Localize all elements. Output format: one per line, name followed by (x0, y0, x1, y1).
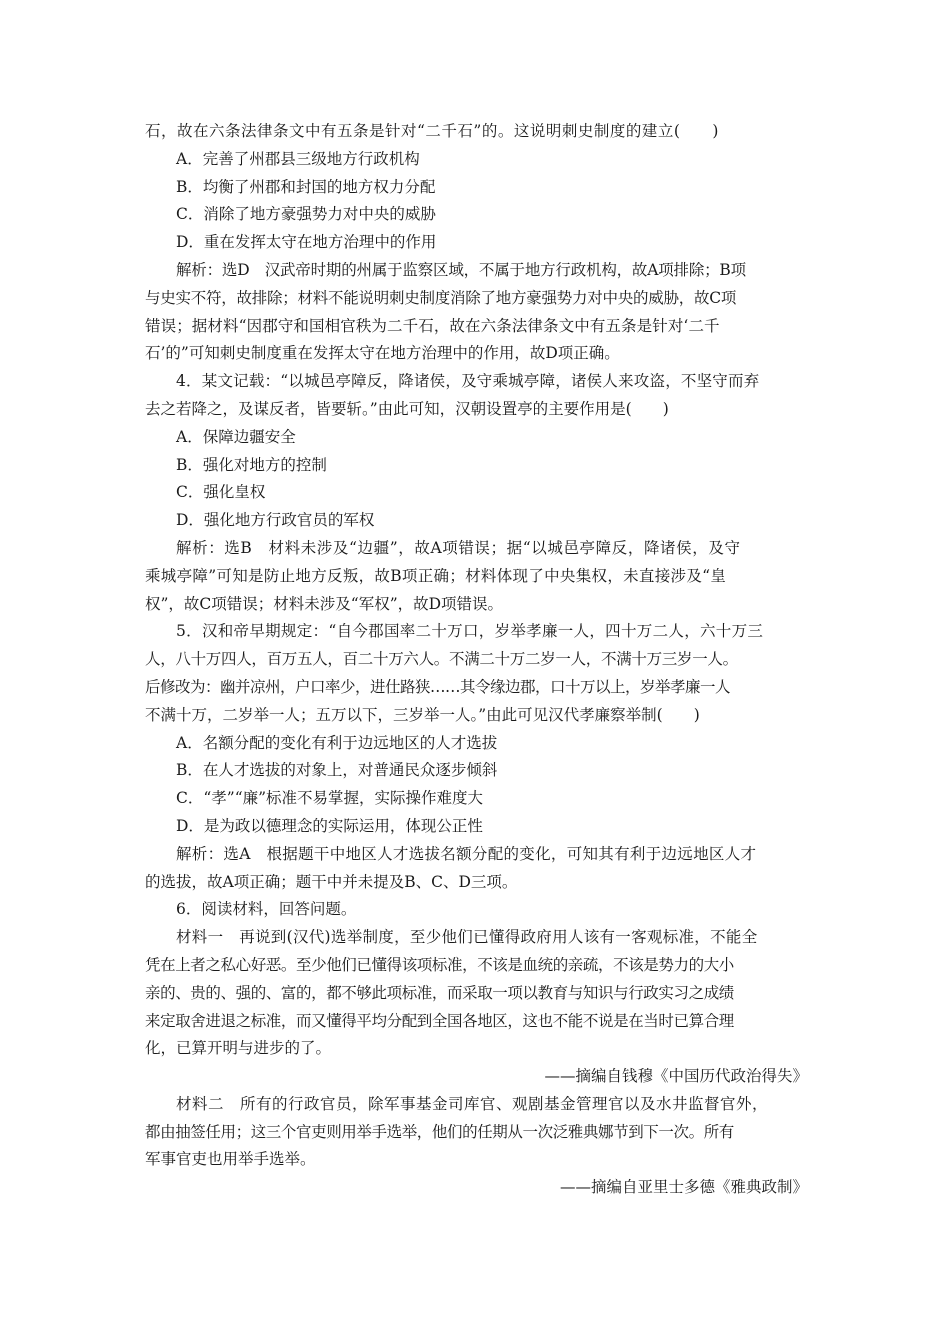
text-line: 6．阅读材料，回答问题。 (176, 900, 357, 919)
text-line: D．是为政以德理念的实际运用，体现公正性 (176, 816, 483, 835)
text-line: D．强化地方行政官员的军权 (176, 511, 375, 530)
text-line: A．完善了州郡县三级地方行政机构 (176, 149, 420, 168)
text-line: C．强化皇权 (176, 483, 266, 502)
text-line: D．重在发挥太守在地方治理中的作用 (176, 233, 437, 252)
text-line: B．均衡了州郡和封国的地方权力分配 (176, 177, 436, 196)
text-line: 错误；据材料“因郡守和国相官秩为二千石，故在六条法律条文中有五条是针对‘二千 (145, 316, 720, 335)
text-line: A．名额分配的变化有利于边远地区的人才选拔 (176, 733, 498, 752)
text-line: 解析：选D 汉武帝时期的州属于监察区域，不属于地方行政机构，故A项排除；B项 (176, 260, 746, 279)
text-line: 材料一 再说到(汉代)选举制度，至少他们已懂得政府用人该有一客观标准，不能全 (176, 928, 758, 947)
document-body (145, 118, 810, 1202)
text-line: ——摘编自钱穆《中国历代政治得失》 (544, 1067, 808, 1086)
text-line: 都由抽签任用；这三个官吏则用举手选举，他们的任期从一次泛雅典娜节到下一次。所有 (145, 1122, 734, 1141)
text-line: 去之若降之，及谋反者，皆要斩。”由此可知，汉朝设置亭的主要作用是( ) (145, 399, 669, 418)
text-line: 解析：选A 根据题干中地区人才选拔名额分配的变化，可知其有利于边远地区人才 (176, 844, 757, 863)
text-line: 乘城亭障”可知是防止地方反叛，故B项正确；材料体现了中央集权，未直接涉及“皇 (145, 566, 727, 585)
text-line: 来定取舍进退之标准，而又懂得平均分配到全国各地区，这也不能不说是在当时已算合理 (145, 1011, 734, 1030)
text-line: B．强化对地方的控制 (176, 455, 327, 474)
text-line: 材料二 所有的行政官员，除军事基金司库官、观剧基金管理官以及水井监督官外， (176, 1094, 769, 1113)
text-line: C．消除了地方豪强势力对中央的威胁 (176, 205, 436, 224)
text-line: 后修改为：幽并凉州，户口率少，进仕路狭……其令缘边郡，口十万以上，岁举孝廉一人 (145, 677, 731, 696)
text-line: 石’的”可知刺史制度重在发挥太守在地方治理中的作用，故D项正确。 (145, 344, 620, 363)
text-line: 石，故在六条法律条文中有五条是针对“二千石”的。这说明刺史制度的建立( ) (145, 122, 719, 140)
text-line: 解析：选B 材料未涉及“边疆”，故A项错误；据“以城邑亭障反，降诸侯，及守 (176, 538, 741, 557)
text-line: 与史实不符，故排除；材料不能说明刺史制度消除了地方豪强势力对中央的威胁，故C项 (145, 288, 737, 307)
text-line: 凭在上者之私心好恶。至少他们已懂得该项标准，不该是血统的亲疏，不该是势力的大小 (145, 955, 734, 974)
text-line: 人，八十万四人，百万五人，百二十万六人。不满二十万二岁一人，不满十万三岁一人。 (145, 650, 738, 669)
text-line: ——摘编自亚里士多德《雅典政制》 (559, 1178, 808, 1197)
text-line: 军事官吏也用举手选举。 (145, 1150, 316, 1169)
text-line: C．“孝”“廉”标准不易掌握，实际操作难度大 (176, 789, 484, 808)
text-line: 亲的、贵的、强的、富的，都不够此项标准，而采取一项以教育与知识与行政实习之成绩 (145, 983, 734, 1002)
text-line: 化，已算开明与进步的了。 (145, 1039, 332, 1058)
text-line: 4．某文记载：“以城邑亭障反，降诸侯，及守乘城亭障，诸侯人来攻盗，不坚守而弃 (176, 372, 760, 391)
text-line: B．在人才选拔的对象上，对普通民众逐步倾斜 (176, 761, 498, 780)
text-line: A．保障边疆安全 (176, 427, 296, 446)
text-line: 不满十万，二岁举一人；五万以下，三岁举一人。”由此可见汉代孝廉察举制( ) (145, 705, 700, 724)
text-line: 5．汉和帝早期规定：“自今郡国率二十万口，岁举孝廉一人，四十万二人，六十万三 (176, 622, 764, 641)
text-line: 的选拔，故A项正确；题干中并未提及B、C、D三项。 (145, 872, 518, 891)
text-line: 权”，故C项错误；材料未涉及“军权”，故D项错误。 (145, 594, 504, 613)
